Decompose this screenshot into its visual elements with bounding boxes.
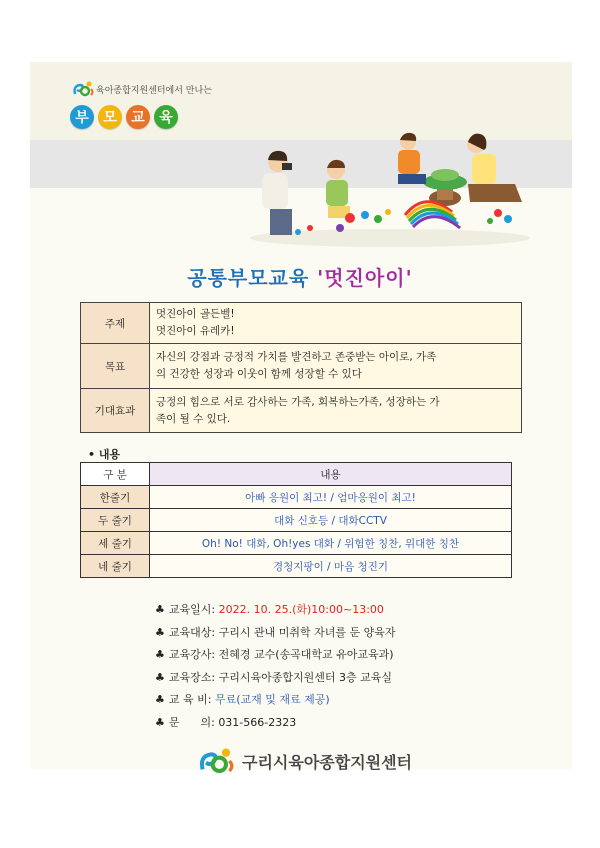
detail-value: 2022. 10. 25.(화)10:00~13:00 bbox=[218, 603, 384, 616]
detail-label: 교육일시: bbox=[168, 603, 219, 616]
detail-label: 교 육 비: bbox=[168, 693, 215, 706]
info-label: 목표 bbox=[81, 344, 150, 389]
row-label: 세 줄기 bbox=[81, 532, 150, 555]
content-header-row bbox=[81, 463, 512, 486]
center-logo-icon bbox=[196, 746, 236, 776]
table-row bbox=[81, 555, 512, 578]
club-bullet-icon: ♣ bbox=[155, 670, 165, 684]
detail-fee bbox=[155, 689, 395, 712]
detail-value: 구리시 관내 미취학 자녀를 둔 양육자 bbox=[218, 625, 396, 639]
info-line: 족이 될 수 있다. bbox=[156, 412, 231, 425]
detail-date bbox=[155, 599, 395, 622]
club-bullet-icon: ♣ bbox=[155, 715, 165, 729]
club-bullet-icon: ♣ bbox=[155, 625, 165, 639]
detail-value: 무료(교재 및 재료 제공) bbox=[214, 693, 330, 706]
info-line: 멋진아이 골든벨! bbox=[156, 308, 235, 320]
pill-yuk: 육 bbox=[154, 105, 178, 129]
info-label: 주제 bbox=[81, 303, 150, 344]
info-value bbox=[150, 344, 522, 389]
title-pills bbox=[70, 105, 178, 129]
info-value bbox=[150, 389, 522, 433]
details-list bbox=[155, 599, 395, 734]
header-logo bbox=[72, 80, 212, 98]
footer-center-name: 구리시육아종합지원센터 bbox=[242, 752, 413, 772]
col-header-content: 내용 bbox=[150, 463, 512, 486]
row-label: 한줄기 bbox=[81, 486, 150, 509]
table-row bbox=[81, 509, 512, 532]
pill-mo: 모 bbox=[98, 105, 122, 129]
footer-logo bbox=[196, 746, 412, 776]
club-bullet-icon: ♣ bbox=[155, 693, 165, 706]
info-line: 의 건강한 성장과 이웃이 함께 성장할 수 있다 bbox=[156, 368, 362, 380]
info-line: 긍정의 힘으로 서로 감사하는 가족, 회복하는가족, 성장하는 가 bbox=[156, 395, 440, 408]
detail-value: 구리시육아종합지원센터 3층 교육실 bbox=[218, 670, 392, 684]
row-value: Oh! No! 대화, Oh!yes 대화 / 위험한 칭찬, 위대한 칭찬 bbox=[150, 532, 512, 555]
club-bullet-icon: ♣ bbox=[155, 648, 165, 661]
header-subtitle: 육아종합지원센터에서 만나는 bbox=[96, 85, 212, 96]
row-label: 두 줄기 bbox=[81, 509, 150, 532]
row-value: 경청지팡이 / 마음 청진기 bbox=[150, 555, 512, 578]
row-label: 네 줄기 bbox=[81, 555, 150, 578]
detail-value: 031-566-2323 bbox=[218, 715, 297, 729]
page-title bbox=[0, 262, 600, 291]
detail-label: 문 의: bbox=[168, 715, 219, 729]
pill-bu: 부 bbox=[70, 105, 94, 129]
col-header-category: 구 분 bbox=[81, 463, 150, 486]
row-value: 대화 신호등 / 대화CCTV bbox=[150, 509, 512, 532]
title-main: 공통부모교육 bbox=[187, 266, 318, 290]
info-line: 멋진아이 유레카! bbox=[156, 325, 235, 337]
center-logo-icon bbox=[72, 80, 94, 98]
info-label: 기대효과 bbox=[81, 389, 150, 433]
detail-label: 교육장소: bbox=[168, 670, 219, 684]
info-row-effect bbox=[81, 389, 522, 433]
detail-value: 전혜경 교수(송곡대학교 유아교육과) bbox=[218, 648, 394, 661]
detail-location bbox=[155, 667, 395, 690]
detail-contact bbox=[155, 712, 395, 735]
detail-label: 교육대상: bbox=[168, 625, 219, 639]
detail-label: 교육강사: bbox=[168, 648, 219, 661]
info-table bbox=[80, 302, 522, 433]
detail-instructor bbox=[155, 644, 395, 667]
content-heading: • 내용 bbox=[88, 448, 121, 461]
pill-gyo: 교 bbox=[126, 105, 150, 129]
info-row-topic bbox=[81, 303, 522, 344]
info-line: 자신의 강점과 긍정적 가치를 발견하고 존중받는 아이로, 가족 bbox=[156, 351, 437, 363]
club-bullet-icon: ♣ bbox=[155, 603, 165, 616]
family-painting-illustration bbox=[240, 120, 540, 250]
row-value: 아빠 응원이 최고! / 엄마응원이 최고! bbox=[150, 486, 512, 509]
info-row-goal bbox=[81, 344, 522, 389]
title-accent: '멋진아이' bbox=[317, 266, 413, 290]
info-value bbox=[150, 303, 522, 344]
table-row bbox=[81, 486, 512, 509]
table-row bbox=[81, 532, 512, 555]
content-table bbox=[80, 462, 512, 578]
detail-target bbox=[155, 622, 395, 645]
